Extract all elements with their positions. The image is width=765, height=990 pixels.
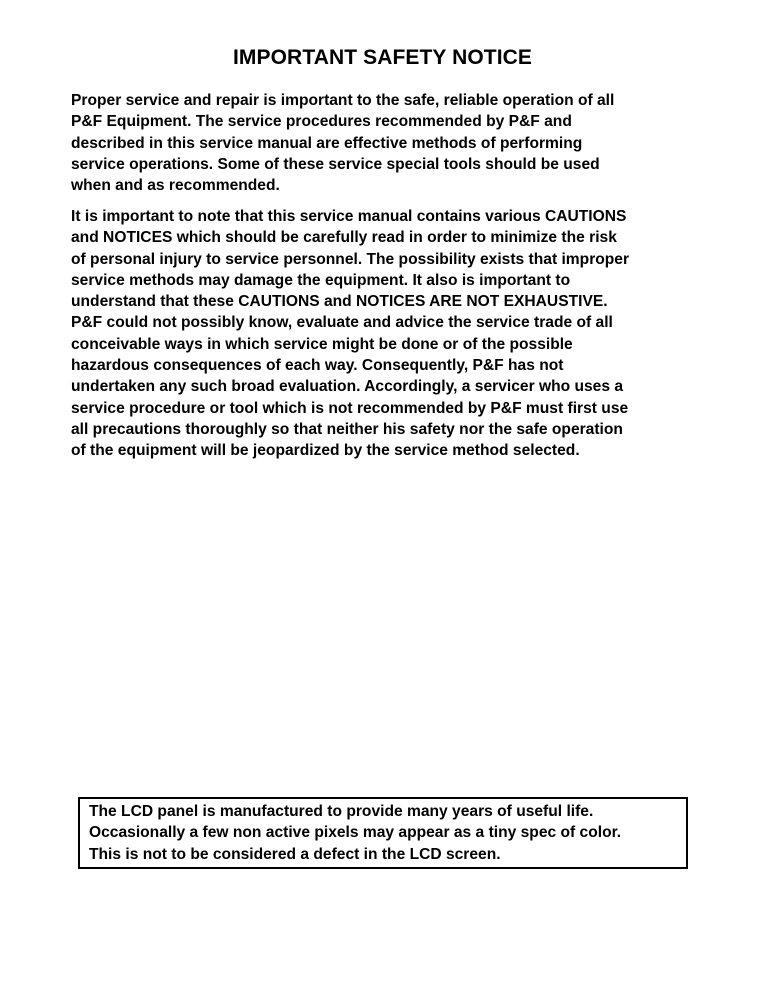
paragraph-line: described in this service manual are effective methods of performing: [71, 134, 583, 152]
paragraph-line: when and as recommended.: [71, 177, 280, 195]
notice-line: The LCD panel is manufactured to provide many years of useful life.: [89, 803, 594, 820]
intro-paragraph: [71, 90, 696, 196]
lcd-notice-box: [78, 797, 688, 869]
paragraph-line: understand that these CAUTIONS and NOTICES ARE NOT EXHAUSTIVE.: [71, 293, 608, 311]
caution-paragraph: [71, 206, 696, 462]
paragraph-line: of the equipment will be jeopardized by the service method selected.: [71, 442, 580, 460]
paragraph-line: P&F could not possibly know, evaluate and advice the service trade of all: [71, 314, 613, 332]
page-title: IMPORTANT SAFETY NOTICE: [232, 46, 533, 69]
paragraph-line: service procedure or tool which is not recommended by P&F must first use: [71, 399, 629, 417]
paragraph-line: conceivable ways in which service might be done or of the possible: [71, 335, 573, 353]
paragraph-line: It is important to note that this service manual contains various CAUTIONS: [71, 208, 627, 225]
paragraph-line: all precautions thoroughly so that neither his safety nor the safe operation: [71, 420, 623, 438]
paragraph-line: undertaken any such broad evaluation. Accordingly, a servicer who uses a: [71, 378, 624, 396]
paragraph-line: of personal injury to service personnel. The possibility exists that improper: [71, 250, 630, 268]
paragraph-line: Proper service and repair is important to the safe, reliable operation of all: [71, 92, 615, 109]
lcd-notice-text: [89, 801, 621, 865]
notice-line: This is not to be considered a defect in the LCD screen.: [89, 845, 501, 863]
notice-line: Occasionally a few non active pixels may appear as a tiny spec of color.: [89, 824, 622, 842]
paragraph-line: service methods may damage the equipment. It also is important to: [71, 271, 571, 289]
paragraph-line: and NOTICES which should be carefully read in order to minimize the risk: [71, 229, 617, 247]
paragraph-line: P&F Equipment. The service procedures recommended by P&F and: [71, 113, 572, 131]
paragraph-line: service operations. Some of these service special tools should be used: [71, 155, 600, 173]
paragraph-line: hazardous consequences of each way. Consequently, P&F has not: [71, 357, 564, 375]
